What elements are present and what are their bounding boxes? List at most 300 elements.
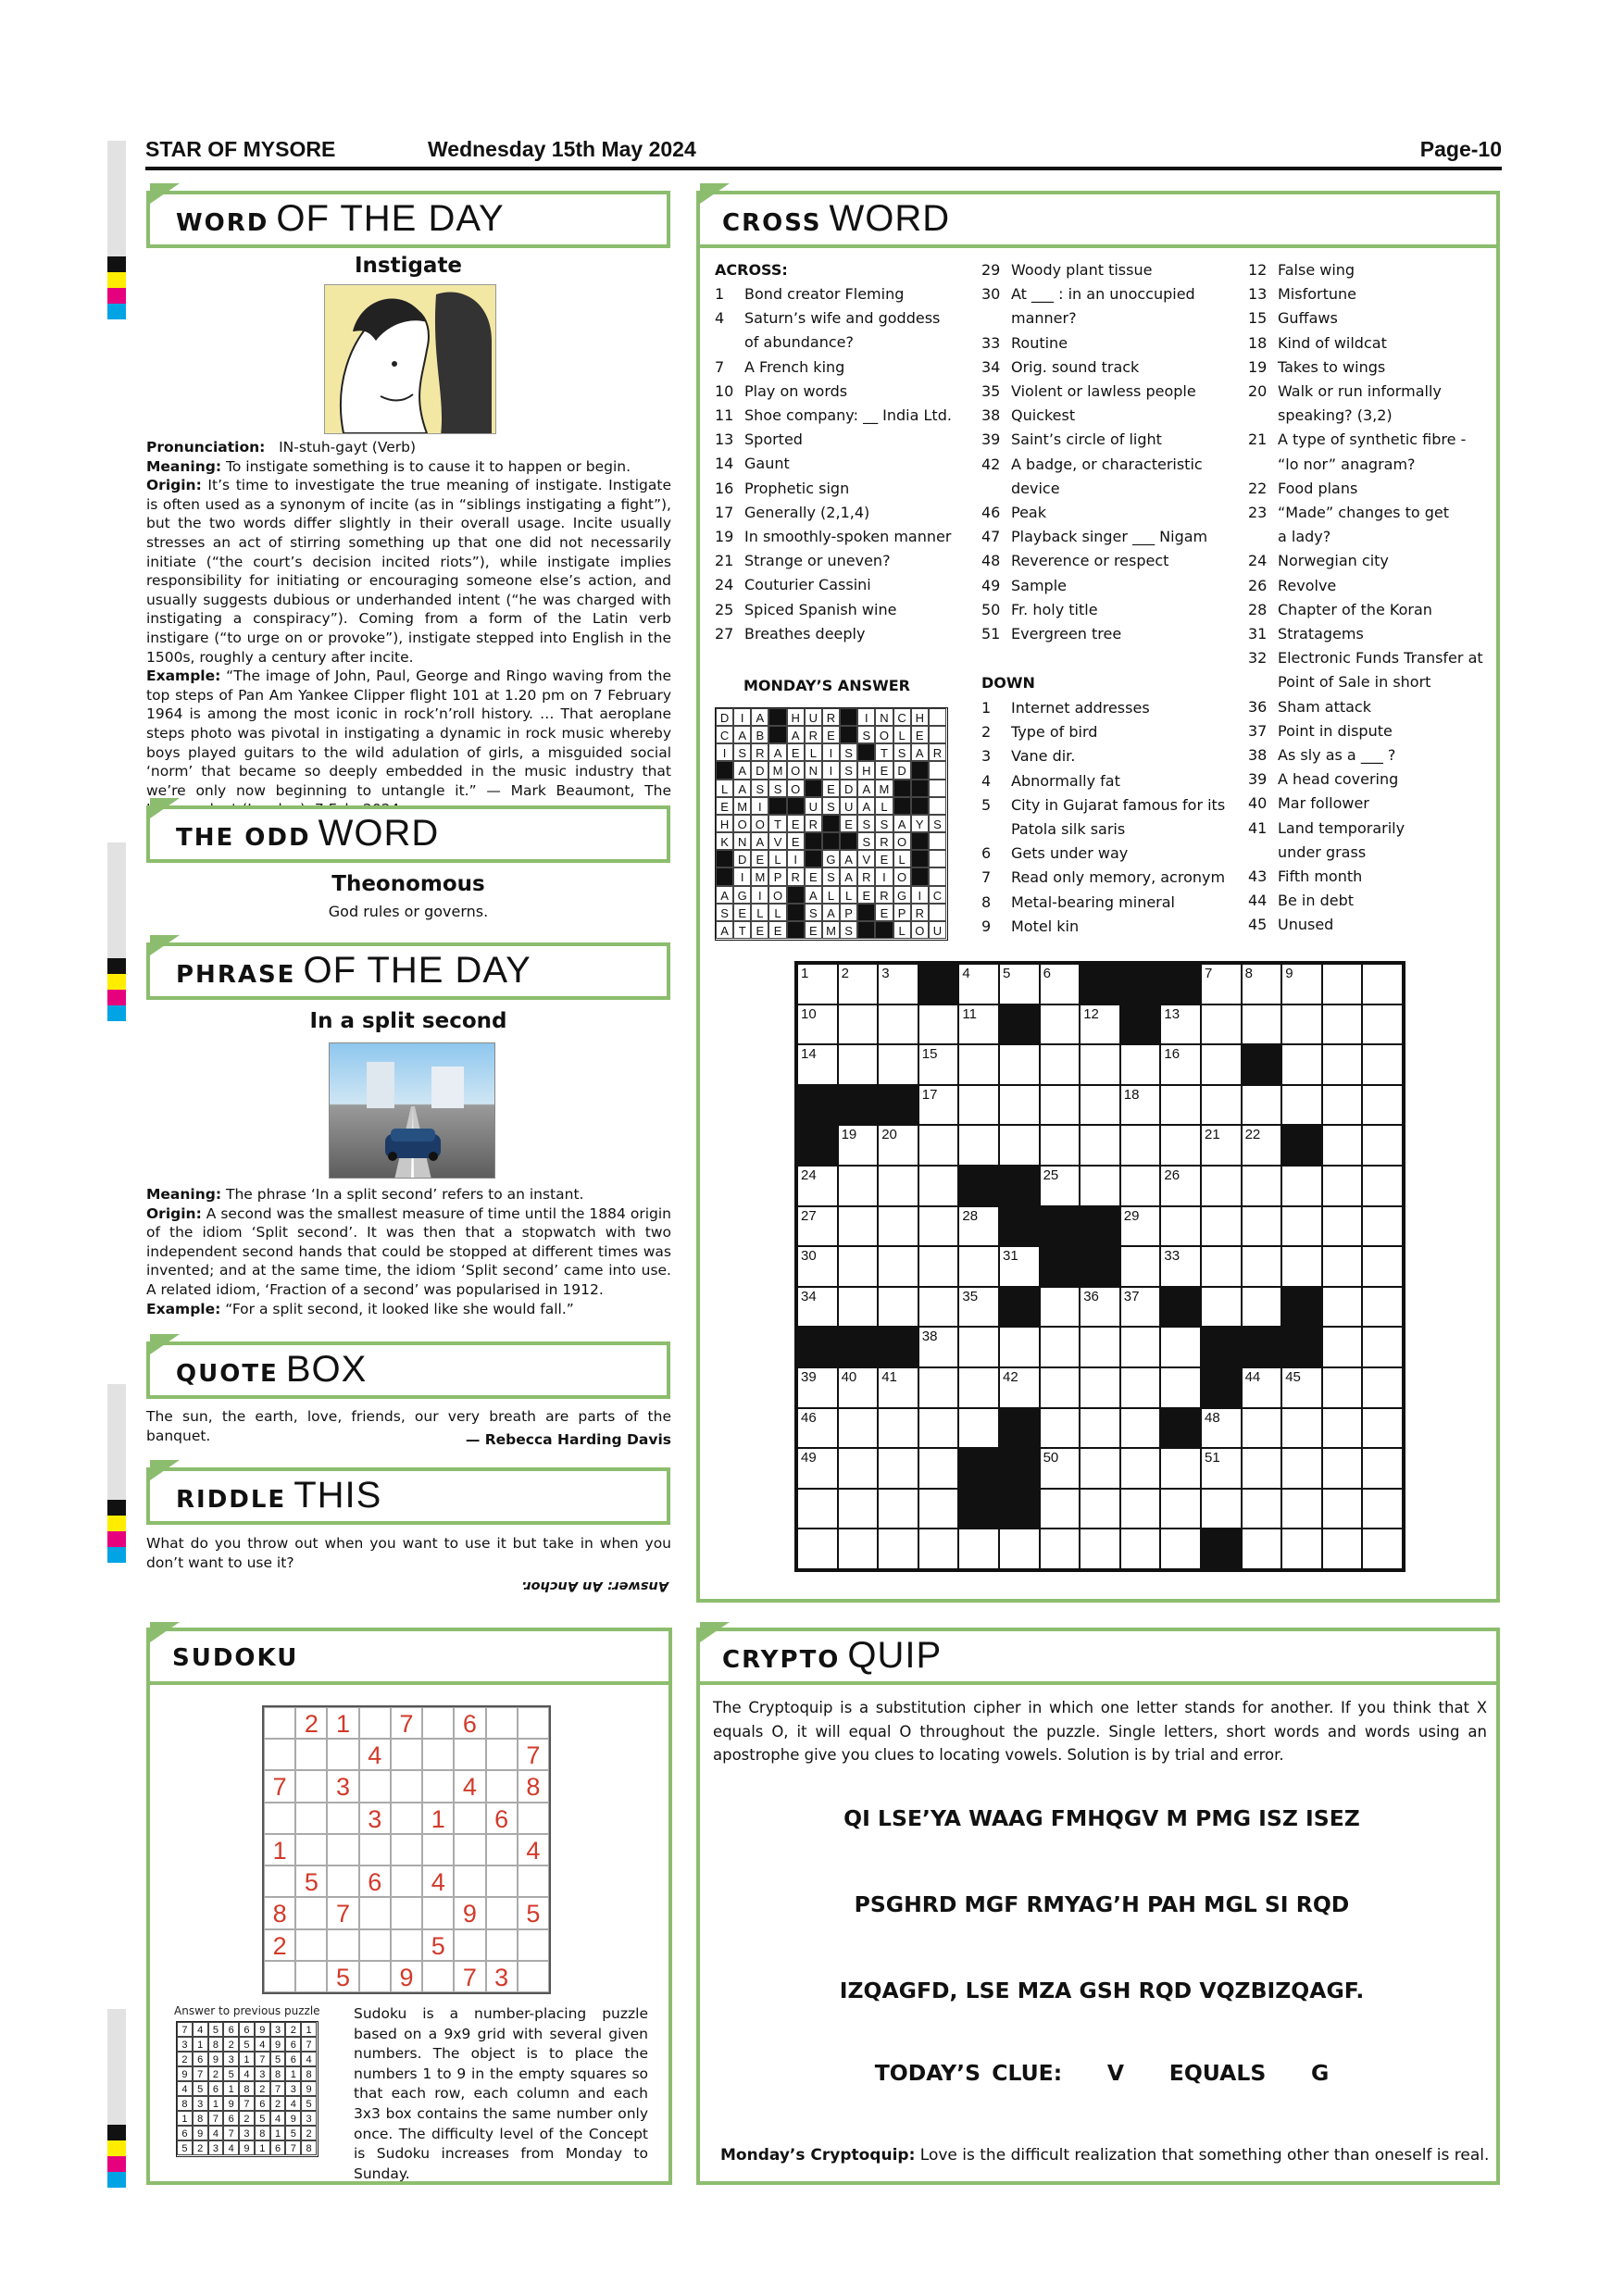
crossword-cell[interactable]: [999, 1246, 1040, 1287]
crossword-cell[interactable]: [1120, 1166, 1161, 1206]
crossword-cell[interactable]: [1080, 1489, 1120, 1529]
sudoku-cell[interactable]: [327, 1803, 358, 1834]
sudoku-cell[interactable]: 1: [327, 1707, 358, 1739]
crossword-cell[interactable]: [958, 964, 999, 1004]
sudoku-cell[interactable]: 8: [264, 1897, 295, 1928]
crossword-cell[interactable]: [1080, 1408, 1120, 1449]
crossword-cell[interactable]: [918, 1327, 959, 1367]
crossword-cell[interactable]: [1040, 1489, 1081, 1529]
crossword-cell[interactable]: [797, 1489, 838, 1529]
crossword-cell[interactable]: [918, 1206, 959, 1247]
crossword-cell[interactable]: [878, 1408, 918, 1449]
sudoku-cell[interactable]: [486, 1834, 518, 1866]
crossword-cell[interactable]: [918, 1448, 959, 1489]
crossword-cell[interactable]: [1362, 1004, 1403, 1045]
crossword-cell[interactable]: [1160, 1085, 1201, 1126]
crossword-cell[interactable]: [918, 1367, 959, 1408]
crossword-cell[interactable]: [1322, 1004, 1363, 1045]
crossword-cell[interactable]: [1242, 1004, 1282, 1045]
crossword-cell[interactable]: [1201, 1125, 1242, 1166]
crossword-cell[interactable]: [1120, 1125, 1161, 1166]
crossword-cell[interactable]: [1242, 1448, 1282, 1489]
crossword-cell[interactable]: [878, 1529, 918, 1569]
crossword-cell[interactable]: [797, 964, 838, 1004]
crossword-cell[interactable]: [999, 1085, 1040, 1126]
crossword-cell[interactable]: [1080, 1125, 1120, 1166]
sudoku-cell[interactable]: [486, 1866, 518, 1897]
crossword-cell[interactable]: [1040, 1125, 1081, 1166]
sudoku-cell[interactable]: 4: [518, 1834, 549, 1866]
crossword-cell[interactable]: [918, 1246, 959, 1287]
crossword-cell[interactable]: [1160, 1448, 1201, 1489]
crossword-cell[interactable]: [1322, 1246, 1363, 1287]
crossword-cell[interactable]: [1362, 1246, 1403, 1287]
sudoku-cell[interactable]: [295, 1770, 327, 1802]
crossword-grid[interactable]: [794, 961, 1405, 1572]
sudoku-cell[interactable]: [359, 1961, 391, 1992]
crossword-cell[interactable]: [1242, 1408, 1282, 1449]
crossword-cell[interactable]: [797, 1529, 838, 1569]
sudoku-cell[interactable]: [327, 1739, 358, 1770]
crossword-cell[interactable]: [838, 1004, 879, 1045]
crossword-cell[interactable]: [1362, 1125, 1403, 1166]
sudoku-cell[interactable]: [391, 1897, 422, 1928]
crossword-cell[interactable]: [1322, 1166, 1363, 1206]
sudoku-cell[interactable]: [454, 1803, 485, 1834]
crossword-cell[interactable]: [1120, 1489, 1161, 1529]
crossword-cell[interactable]: [797, 1367, 838, 1408]
crossword-cell[interactable]: [797, 1166, 838, 1206]
crossword-cell[interactable]: [878, 1448, 918, 1489]
cell-number: 13: [1164, 1005, 1181, 1022]
crossword-cell[interactable]: [1120, 1246, 1161, 1287]
crossword-cell[interactable]: [1242, 1529, 1282, 1569]
crossword-cell[interactable]: [1281, 1448, 1322, 1489]
crossword-cell[interactable]: [1362, 964, 1403, 1004]
crossword-cell[interactable]: [958, 1287, 999, 1328]
crossword-cell[interactable]: [878, 964, 918, 1004]
crossword-cell[interactable]: [1362, 1489, 1403, 1529]
crossword-cell[interactable]: [1160, 1489, 1201, 1529]
crossword-cell[interactable]: [1362, 1408, 1403, 1449]
sudoku-cell[interactable]: 4: [359, 1739, 391, 1770]
sudoku-cell[interactable]: [422, 1739, 454, 1770]
crossword-cell[interactable]: [1281, 1004, 1322, 1045]
crossword-cell[interactable]: [918, 1408, 959, 1449]
crossword-cell[interactable]: [958, 1529, 999, 1569]
sudoku-cell[interactable]: 6: [454, 1707, 485, 1739]
sudoku-cell[interactable]: 4: [454, 1770, 485, 1802]
crossword-cell[interactable]: [1040, 1448, 1081, 1489]
sudoku-cell[interactable]: [486, 1707, 518, 1739]
crossword-cell[interactable]: [1281, 1408, 1322, 1449]
crossword-cell[interactable]: [1362, 1287, 1403, 1328]
sudoku-cell[interactable]: [391, 1803, 422, 1834]
crossword-cell[interactable]: [1242, 1206, 1282, 1247]
crossword-cell[interactable]: [797, 1206, 838, 1247]
crossword-cell[interactable]: [1322, 1287, 1363, 1328]
sudoku-cell[interactable]: [486, 1897, 518, 1928]
sudoku-cell[interactable]: [359, 1834, 391, 1866]
crossword-cell[interactable]: [1080, 1327, 1120, 1367]
sudoku-cell[interactable]: [327, 1834, 358, 1866]
crossword-cell[interactable]: [1160, 1529, 1201, 1569]
crossword-cell[interactable]: [838, 1044, 879, 1085]
crossword-cell[interactable]: [1201, 964, 1242, 1004]
sudoku-cell[interactable]: 7: [454, 1961, 485, 1992]
sudoku-cell[interactable]: [295, 1929, 327, 1961]
crossword-cell[interactable]: [918, 1085, 959, 1126]
crossword-cell[interactable]: [1080, 1287, 1120, 1328]
sudoku-cell[interactable]: [391, 1770, 422, 1802]
sudoku-cell[interactable]: [486, 1770, 518, 1802]
crossword-cell[interactable]: [1160, 1367, 1201, 1408]
clue-text: Couturier Cassini: [744, 576, 871, 594]
crossword-block: [1201, 1367, 1242, 1408]
crossword-cell[interactable]: [1040, 1004, 1081, 1045]
crossword-cell[interactable]: [1120, 1206, 1161, 1247]
crossword-cell[interactable]: [838, 1287, 879, 1328]
crossword-cell[interactable]: [1242, 1246, 1282, 1287]
sudoku-cell[interactable]: [518, 1707, 549, 1739]
crossword-cell[interactable]: [1362, 1166, 1403, 1206]
crossword-cell[interactable]: [838, 1489, 879, 1529]
sudoku-cell[interactable]: [422, 1707, 454, 1739]
crossword-cell[interactable]: [958, 1367, 999, 1408]
crossword-cell[interactable]: [1040, 964, 1081, 1004]
crossword-cell[interactable]: [878, 1125, 918, 1166]
crossword-cell[interactable]: [1080, 1529, 1120, 1569]
sudoku-cell[interactable]: 7: [264, 1770, 295, 1802]
crossword-cell[interactable]: [1322, 1448, 1363, 1489]
crossword-cell[interactable]: [838, 1529, 879, 1569]
wotd-title: WORD OF THE DAY: [176, 198, 505, 239]
sudoku-cell[interactable]: [454, 1929, 485, 1961]
sudoku-cell[interactable]: 3: [359, 1803, 391, 1834]
crossword-cell[interactable]: [1120, 1408, 1161, 1449]
crossword-cell[interactable]: [1322, 1408, 1363, 1449]
crossword-cell[interactable]: [1040, 1408, 1081, 1449]
crossword-cell[interactable]: [1242, 964, 1282, 1004]
clue-number: 38: [1248, 746, 1268, 765]
clue-text: Prophetic sign: [744, 479, 850, 497]
crossword-cell[interactable]: [1322, 964, 1363, 1004]
crossword-cell[interactable]: [1080, 1044, 1120, 1085]
crossword-cell[interactable]: [1201, 1489, 1242, 1529]
sudoku-cell[interactable]: 3: [486, 1961, 518, 1992]
crossword-cell[interactable]: [1322, 1327, 1363, 1367]
crossword-cell[interactable]: [1281, 1044, 1322, 1085]
answer-cell: L: [893, 850, 911, 867]
sudoku-cell[interactable]: 5: [327, 1961, 358, 1992]
crossword-cell[interactable]: [1362, 1206, 1403, 1247]
sudoku-cell[interactable]: 6: [359, 1866, 391, 1897]
crossword-cell[interactable]: [958, 1408, 999, 1449]
sudoku-cell[interactable]: 7: [391, 1707, 422, 1739]
clue-item: [1248, 356, 1483, 380]
crossword-cell[interactable]: [1120, 1448, 1161, 1489]
crossword-cell[interactable]: [1201, 1408, 1242, 1449]
clue-text: Fifth month: [1278, 867, 1363, 886]
sudoku-cell[interactable]: 2: [264, 1929, 295, 1961]
crossword-cell[interactable]: [1201, 1085, 1242, 1126]
sudoku-cell[interactable]: 9: [454, 1897, 485, 1928]
crossword-cell[interactable]: [918, 1287, 959, 1328]
cell-number: 39: [801, 1369, 817, 1385]
crossword-cell[interactable]: [1080, 1085, 1120, 1126]
sudoku-cell[interactable]: 1: [264, 1834, 295, 1866]
sudoku-cell[interactable]: [454, 1866, 485, 1897]
crossword-cell[interactable]: [999, 1125, 1040, 1166]
prev-sudoku-cell: 5: [255, 2111, 270, 2126]
crossword-cell[interactable]: [958, 1246, 999, 1287]
crossword-cell[interactable]: [1281, 1529, 1322, 1569]
crossword-cell[interactable]: [1040, 1327, 1081, 1367]
crossword-cell[interactable]: [1322, 1085, 1363, 1126]
crossword-cell[interactable]: [1201, 1004, 1242, 1045]
sudoku-cell[interactable]: [518, 1866, 549, 1897]
crossword-cell[interactable]: [999, 1529, 1040, 1569]
crossword-cell[interactable]: [958, 1125, 999, 1166]
crossword-cell[interactable]: [1281, 1367, 1322, 1408]
sudoku-cell[interactable]: 7: [518, 1739, 549, 1770]
sudoku-cell[interactable]: [295, 1834, 327, 1866]
crossword-cell[interactable]: [1242, 1367, 1282, 1408]
crossword-cell[interactable]: [1040, 1529, 1081, 1569]
crossword-cell[interactable]: [1242, 1085, 1282, 1126]
sudoku-cell[interactable]: [422, 1770, 454, 1802]
crossword-cell[interactable]: [999, 1327, 1040, 1367]
crossword-cell[interactable]: [1160, 1044, 1201, 1085]
crossword-cell[interactable]: [1201, 1448, 1242, 1489]
crossword-cell[interactable]: [838, 1125, 879, 1166]
crossword-cell[interactable]: [1242, 1166, 1282, 1206]
sudoku-cell[interactable]: [264, 1707, 295, 1739]
prev-sudoku-cell: 8: [177, 2096, 193, 2111]
crossword-cell[interactable]: [1120, 1085, 1161, 1126]
crossword-cell[interactable]: [797, 1044, 838, 1085]
sudoku-cell[interactable]: [264, 1866, 295, 1897]
crossword-cell[interactable]: [797, 1287, 838, 1328]
crossword-cell[interactable]: [958, 1044, 999, 1085]
crossword-cell[interactable]: [1281, 964, 1322, 1004]
crossword-cell[interactable]: [1281, 1206, 1322, 1247]
sudoku-cell[interactable]: [518, 1929, 549, 1961]
crossword-cell[interactable]: [838, 1246, 879, 1287]
crossword-cell[interactable]: [918, 1166, 959, 1206]
answer-cell: [929, 708, 946, 726]
crossword-cell[interactable]: [1040, 1166, 1081, 1206]
crossword-cell[interactable]: [918, 1004, 959, 1045]
crossword-cell[interactable]: [1160, 1125, 1201, 1166]
answer-cell: A: [716, 921, 733, 939]
crossword-cell[interactable]: [958, 1085, 999, 1126]
crossword-cell[interactable]: [878, 1004, 918, 1045]
crossword-cell[interactable]: [1120, 1327, 1161, 1367]
sudoku-cell[interactable]: [486, 1739, 518, 1770]
sudoku-cell[interactable]: 2: [295, 1707, 327, 1739]
sudoku-cell[interactable]: [359, 1897, 391, 1928]
sudoku-cell[interactable]: [359, 1770, 391, 1802]
sudoku-cell[interactable]: 9: [391, 1961, 422, 1992]
sudoku-cell[interactable]: [327, 1929, 358, 1961]
color-mark-black: [107, 958, 126, 974]
sudoku-cell[interactable]: [486, 1929, 518, 1961]
sudoku-cell[interactable]: [391, 1866, 422, 1897]
crossword-cell[interactable]: [1120, 1529, 1161, 1569]
crossword-cell[interactable]: [958, 1004, 999, 1045]
crossword-cell[interactable]: [1322, 1044, 1363, 1085]
sudoku-cell[interactable]: [359, 1929, 391, 1961]
sudoku-cell[interactable]: [359, 1707, 391, 1739]
crossword-cell[interactable]: [1160, 1206, 1201, 1247]
crossword-cell[interactable]: [1322, 1529, 1363, 1569]
answer-cell: U: [805, 797, 822, 815]
sudoku-cell[interactable]: [264, 1803, 295, 1834]
crossword-cell[interactable]: [1242, 1287, 1282, 1328]
sudoku-cell[interactable]: [422, 1961, 454, 1992]
crossword-cell[interactable]: [797, 1448, 838, 1489]
sudoku-cell[interactable]: [454, 1739, 485, 1770]
crossword-cell[interactable]: [918, 1125, 959, 1166]
sudoku-cell[interactable]: [264, 1961, 295, 1992]
crossword-cell[interactable]: [1281, 1489, 1322, 1529]
crossword-cell[interactable]: [1040, 1287, 1081, 1328]
crossword-cell[interactable]: [1160, 1246, 1201, 1287]
across-clues-col2: [981, 258, 1207, 646]
crossword-cell[interactable]: [1160, 1327, 1201, 1367]
crossword-cell[interactable]: [1281, 1246, 1322, 1287]
crossword-cell[interactable]: [1040, 1044, 1081, 1085]
crossword-cell[interactable]: [1281, 1085, 1322, 1126]
crossword-cell[interactable]: [1160, 1166, 1201, 1206]
crossword-cell[interactable]: [878, 1489, 918, 1529]
crossword-cell[interactable]: [878, 1246, 918, 1287]
sudoku-cell[interactable]: 5: [295, 1866, 327, 1897]
crossword-cell[interactable]: [1322, 1367, 1363, 1408]
crossword-cell[interactable]: [797, 1246, 838, 1287]
crossword-cell[interactable]: [1242, 1125, 1282, 1166]
crossword-cell[interactable]: [878, 1287, 918, 1328]
clue-text: Saint’s circle of light: [1011, 430, 1162, 449]
crossword-cell[interactable]: [838, 1166, 879, 1206]
crossword-cell[interactable]: [1322, 1489, 1363, 1529]
crossword-cell[interactable]: [1080, 1367, 1120, 1408]
clue-text: Electronic Funds Transfer at: [1278, 649, 1483, 668]
crossword-cell[interactable]: [958, 1327, 999, 1367]
crossword-cell[interactable]: [1201, 1166, 1242, 1206]
crossword-cell[interactable]: [1160, 1004, 1201, 1045]
clue-item: [1248, 743, 1483, 767]
crossword-cell[interactable]: [878, 1044, 918, 1085]
phrase-text: In a split second: [309, 1009, 507, 1033]
sudoku-cell[interactable]: [518, 1803, 549, 1834]
prev-sudoku-cell: 8: [301, 2140, 317, 2155]
sudoku-cell[interactable]: 1: [422, 1803, 454, 1834]
crossword-cell[interactable]: [797, 1408, 838, 1449]
crossword-cell[interactable]: [878, 1367, 918, 1408]
crossword-cell[interactable]: [1080, 1448, 1120, 1489]
crossword-cell[interactable]: [958, 1206, 999, 1247]
sudoku-cell[interactable]: [295, 1739, 327, 1770]
sudoku-cell[interactable]: [391, 1834, 422, 1866]
crossword-cell[interactable]: [1281, 1166, 1322, 1206]
crossword-cell[interactable]: [1362, 1448, 1403, 1489]
sudoku-cell[interactable]: 6: [486, 1803, 518, 1834]
down-label: DOWN: [981, 674, 1035, 692]
crossword-cell[interactable]: [1201, 1206, 1242, 1247]
sudoku-cell[interactable]: [422, 1897, 454, 1928]
sudoku-cell[interactable]: [391, 1929, 422, 1961]
crossword-cell[interactable]: [838, 1206, 879, 1247]
clue-text: Orig. sound track: [1011, 357, 1140, 376]
crossword-cell[interactable]: [838, 1448, 879, 1489]
sudoku-cell[interactable]: 8: [518, 1770, 549, 1802]
sudoku-cell[interactable]: [518, 1961, 549, 1992]
crossword-cell[interactable]: [838, 1367, 879, 1408]
crossword-cell[interactable]: [1120, 1287, 1161, 1328]
crossword-cell[interactable]: [1040, 1367, 1081, 1408]
sudoku-cell[interactable]: [295, 1897, 327, 1928]
clue-text: As sly as a ___ ?: [1278, 746, 1396, 765]
crossword-cell[interactable]: [1201, 1287, 1242, 1328]
crossword-cell[interactable]: [1242, 1489, 1282, 1529]
crossword-cell[interactable]: [1322, 1206, 1363, 1247]
crossword-cell[interactable]: [878, 1166, 918, 1206]
crossword-cell[interactable]: [999, 964, 1040, 1004]
answer-cell: S: [840, 743, 857, 761]
crossword-cell[interactable]: [999, 1044, 1040, 1085]
quote-text: The sun, the earth, love, friends, our very breath are parts of the banquet.: [146, 1408, 671, 1444]
sudoku-cell[interactable]: [327, 1866, 358, 1897]
sudoku-cell[interactable]: 3: [327, 1770, 358, 1802]
crossword-cell[interactable]: [918, 1489, 959, 1529]
crossword-cell[interactable]: [1120, 1367, 1161, 1408]
crossword-cell[interactable]: [999, 1367, 1040, 1408]
crossword-cell[interactable]: [1120, 1044, 1161, 1085]
crossword-cell[interactable]: [878, 1206, 918, 1247]
crossword-cell[interactable]: [838, 964, 879, 1004]
sudoku-cell[interactable]: [391, 1739, 422, 1770]
sudoku-cell[interactable]: 4: [422, 1866, 454, 1897]
crossword-cell[interactable]: [1362, 1529, 1403, 1569]
crossword-cell[interactable]: [797, 1004, 838, 1045]
crossword-cell[interactable]: [918, 1044, 959, 1085]
crossword-cell[interactable]: [1201, 1044, 1242, 1085]
crossword-cell[interactable]: [1362, 1085, 1403, 1126]
crossword-cell[interactable]: [918, 1529, 959, 1569]
sudoku-cell[interactable]: [264, 1739, 295, 1770]
crossword-cell[interactable]: [1040, 1085, 1081, 1126]
crossword-cell[interactable]: [838, 1408, 879, 1449]
sudoku-cell[interactable]: 5: [422, 1929, 454, 1961]
crossword-cell[interactable]: [1362, 1367, 1403, 1408]
crossword-cell[interactable]: [1080, 1004, 1120, 1045]
sudoku-grid[interactable]: [262, 1705, 551, 1994]
sudoku-cell[interactable]: [295, 1803, 327, 1834]
sudoku-cell[interactable]: [422, 1834, 454, 1866]
crossword-cell[interactable]: [1362, 1327, 1403, 1367]
crossword-cell[interactable]: [1322, 1125, 1363, 1166]
sudoku-cell[interactable]: 7: [327, 1897, 358, 1928]
sudoku-cell[interactable]: 5: [518, 1897, 549, 1928]
crossword-cell[interactable]: [1201, 1246, 1242, 1287]
sudoku-cell[interactable]: [295, 1961, 327, 1992]
crossword-cell[interactable]: [1080, 1166, 1120, 1206]
sudoku-cell[interactable]: [454, 1834, 485, 1866]
answer-cell: Y: [911, 815, 929, 832]
crossword-cell[interactable]: [1362, 1044, 1403, 1085]
